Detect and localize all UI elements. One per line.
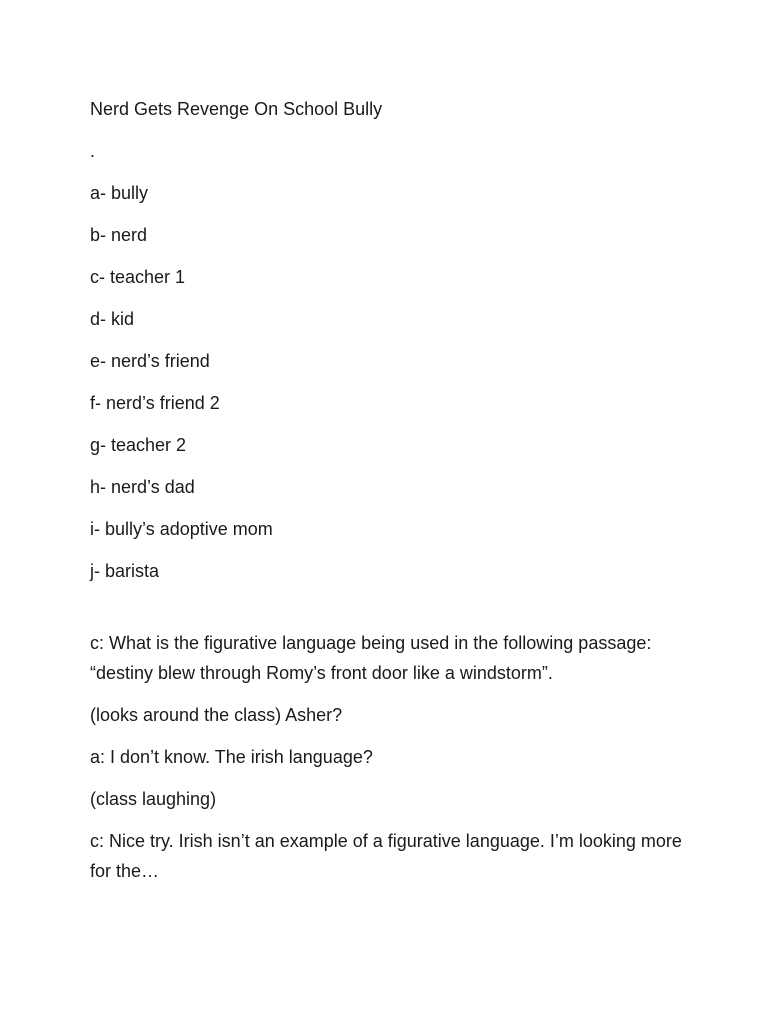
cast-item: d- kid — [90, 309, 135, 329]
script-body — [90, 628, 690, 886]
document-body — [90, 94, 690, 898]
script-line: (class laughing) — [90, 789, 217, 809]
document-title: Nerd Gets Revenge On School Bully — [90, 99, 383, 119]
blank-line — [90, 598, 690, 628]
cast-item: a- bully — [90, 183, 149, 203]
script-line: (looks around the class) Asher? — [90, 705, 343, 725]
cast-item: c- teacher 1 — [90, 267, 186, 287]
cast-item: i- bully’s adoptive mom — [90, 519, 273, 539]
cast-item: b- nerd — [90, 225, 148, 245]
cast-item: f- nerd’s friend 2 — [90, 393, 220, 413]
cast-item: e- nerd’s friend — [90, 351, 210, 371]
script-line: a: I don’t know. The irish language? — [90, 747, 373, 767]
cast-item: g- teacher 2 — [90, 435, 187, 455]
cast-item: j- barista — [90, 561, 160, 581]
cast-list — [90, 178, 690, 586]
cast-item: h- nerd’s dad — [90, 477, 195, 497]
script-line: c: What is the figurative language being used in the following passage: “destiny blew through Romy’s front door like a windstorm”. — [90, 633, 652, 683]
separator-dot: . — [90, 141, 96, 161]
script-line: c: Nice try. Irish isn’t an example of a figurative language. I’m looking more for the… — [90, 831, 682, 881]
